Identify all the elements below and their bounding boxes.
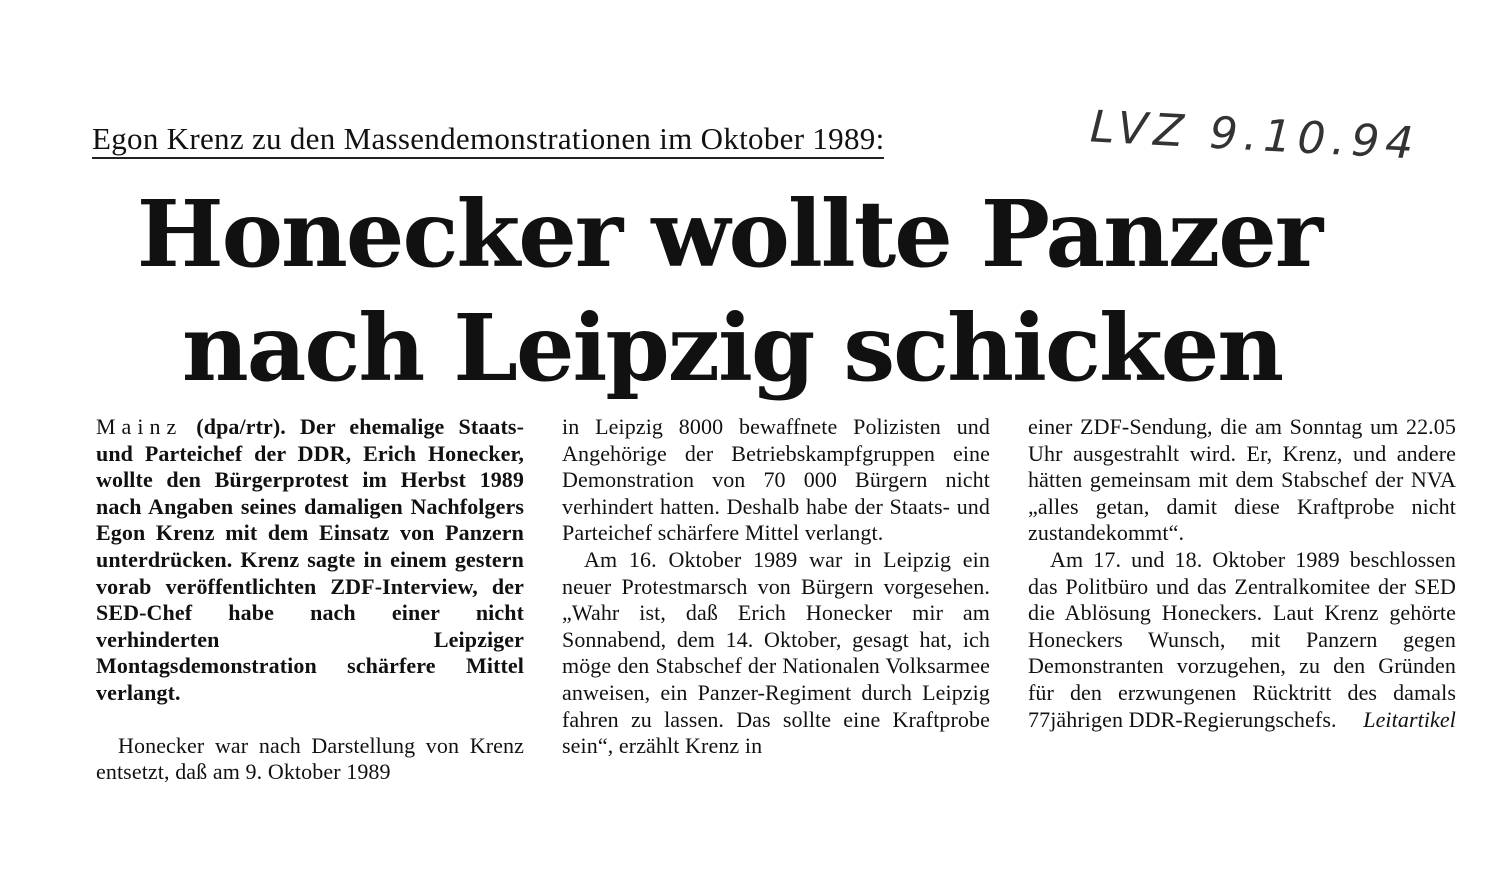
kicker: Egon Krenz zu den Massendemonstrationen im Oktober 1989:: [92, 122, 884, 159]
headline-line-2: nach Leipzig schicken: [181, 294, 1283, 402]
handwritten-note: LVZ 9.10.94: [1088, 101, 1421, 170]
lead-paragraph: [96, 414, 524, 707]
author-credit: Leitartikel: [1363, 706, 1456, 732]
body-paragraph: [1028, 547, 1456, 733]
lead-text: (dpa/rtr). Der ehemalige Staats- und Parteichef der DDR, Erich Honecker, wollte den Bürgerprotest im Herbst 1989 nach Angaben seines damaligen Nachfolgers Egon Krenz mit dem Einsatz von Panzern unterdrücken. Krenz sagte in einem gestern vorab veröffentlichten ZDF-Interview, der SED-Chef habe nach einer nicht verhinderten Leipziger Montagsdemonstration schärfere Mittel verlangt.: [96, 414, 524, 705]
body-paragraph: Am 16. Oktober 1989 war in Leipzig ein neuer Protestmarsch von Bürgern vorgesehen. „Wahr ist, daß Erich Honecker mir am Sonnabend, dem 14. Oktober, gesagt hat, ich möge den Stabschef der Nationalen Volksarmee anweisen, ein Panzer-Regiment durch Leipzig fahren zu lassen. Das sollte eine Kraftprobe sein“, erzählt Krenz in: [562, 546, 990, 759]
body-paragraph: Honecker war nach Darstellung von Krenz entsetzt, daß am 9. Oktober 1989: [96, 732, 524, 785]
article-column-1: [96, 414, 524, 786]
body-text: Am 17. und 18. Oktober 1989 beschlossen das Politbüro und das Zentralkomitee der SED die Ablösung Honeckers. Laut Krenz gehörte Honeckers Wunsch, mit Panzern gegen Demonstranten vorzugehen, zu den Gründen für den erzwungenen Rücktritt des damals 77jährigen DDR-Regierungschefs.: [1028, 546, 1456, 732]
article-column-2: [562, 414, 990, 760]
article-column-3: [1028, 414, 1456, 733]
headline-line-1: Honecker wollte Panzer: [136, 180, 1322, 288]
body-paragraph: in Leipzig 8000 bewaffnete Polizisten und Angehörige der Betriebskampfgruppen eine Demonstration von 70 000 Bürgern nicht verhindert hatten. Deshalb habe der Staats- und Parteichef schärfere Mittel verlangt.: [562, 414, 990, 546]
body-paragraph: einer ZDF-Sendung, die am Sonntag um 22.05 Uhr ausgestrahlt wird. Er, Krenz, und andere hätten gemeinsam mit dem Stabschef der NVA „alles getan, damit diese Kraftprobe nicht zustandekommt“.: [1028, 414, 1456, 546]
dateline: Mainz: [96, 414, 183, 439]
